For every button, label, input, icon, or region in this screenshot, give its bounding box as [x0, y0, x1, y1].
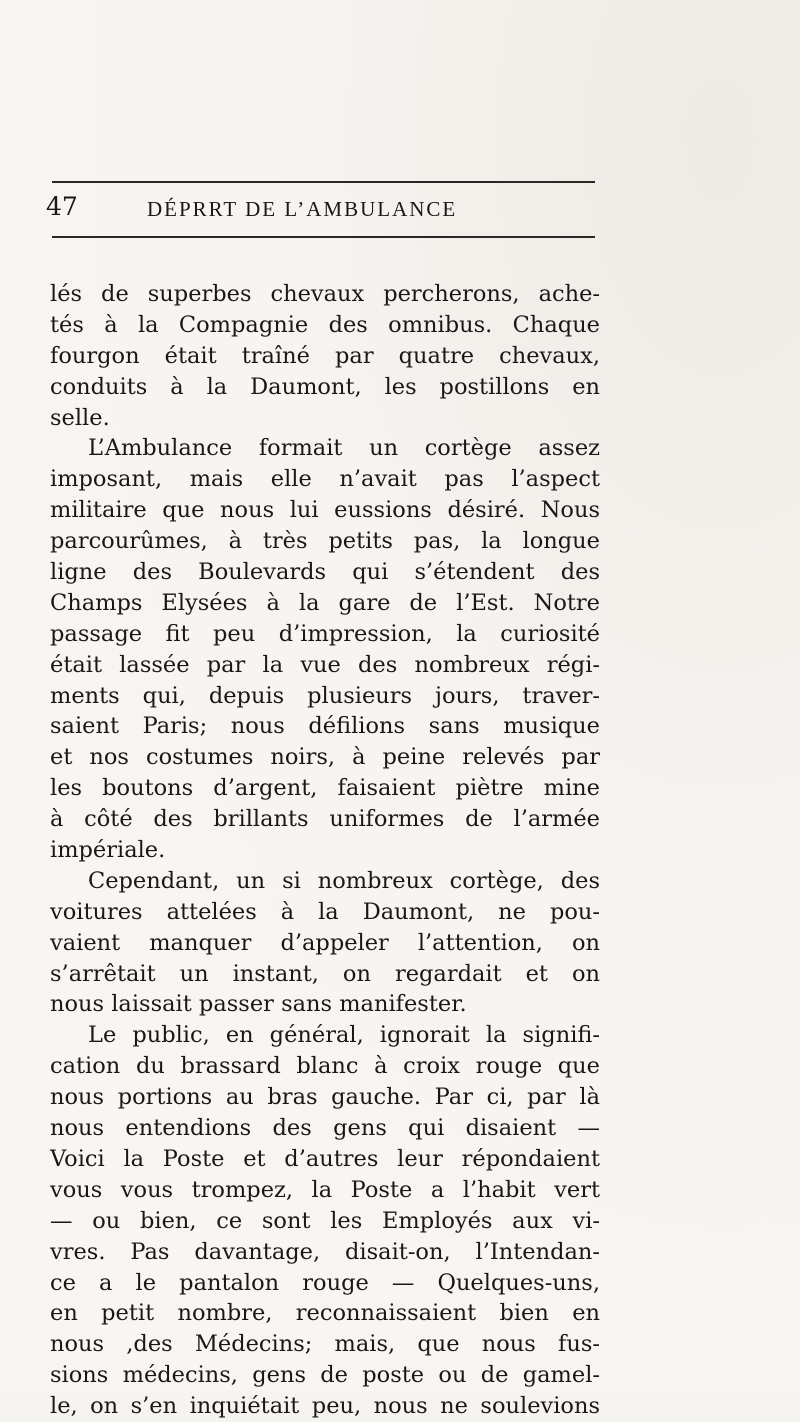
- paragraph-start-line: L’Ambulance formait un cortège assez: [88, 435, 600, 462]
- text-line: voitures attelées à la Daumont, ne pou-: [50, 898, 600, 925]
- text-line: Champs Elysées à la gare de l’Est. Notre: [50, 589, 600, 616]
- text-line: — ou bien, ce sont les Employés aux vi-: [50, 1207, 600, 1234]
- text-line: Voici la Poste et d’autres leur répondaient: [50, 1145, 600, 1172]
- text-line: en petit nombre, reconnaissaient bien en: [50, 1300, 600, 1327]
- running-title: DÉPRRT DE L’AMBULANCE: [147, 197, 458, 221]
- text-line: s’arrêtait un instant, on regardait et on: [50, 960, 600, 987]
- text-line: passage fit peu d’impression, la curiosité: [50, 620, 600, 647]
- text-line: tés à la Compagnie des omnibus. Chaque: [50, 311, 600, 338]
- text-line: saient Paris; nous défilions sans musique: [50, 713, 600, 740]
- text-line: à côté des brillants uniformes de l’armée: [50, 806, 600, 833]
- paragraph-start-line: Le public, en général, ignorait la signifi-: [88, 1022, 600, 1049]
- text-line: cation du brassard blanc à croix rouge que: [50, 1053, 600, 1080]
- text-line: lés de superbes chevaux percherons, ache-: [50, 281, 600, 307]
- page-number: 47: [46, 192, 78, 221]
- text-line: imposant, mais elle n’avait pas l’aspect: [50, 466, 600, 493]
- text-line: vres. Pas davantage, disait-on, l’Intendan-: [50, 1238, 600, 1265]
- text-line: nous portions au bras gauche. Par ci, par là: [50, 1084, 600, 1111]
- header-bottom-rule: [52, 236, 595, 238]
- text-line: impériale.: [50, 837, 166, 864]
- text-line: militaire que nous lui eussions désiré. Nous: [50, 497, 600, 524]
- text-line: ligne des Boulevards qui s’étendent des: [50, 559, 600, 586]
- text-line: et nos costumes noirs, à peine relevés par: [50, 744, 600, 771]
- text-line: nous laissait passer sans manifester.: [50, 991, 467, 1018]
- text-line: parcourûmes, à très petits pas, la longue: [50, 528, 600, 555]
- text-line: selle.: [50, 404, 110, 431]
- body-text: [50, 279, 600, 1422]
- text-line: conduits à la Daumont, les postillons en: [50, 373, 600, 400]
- text-line: vous vous trompez, la Poste a l’habit vert: [50, 1176, 600, 1203]
- text-line: les boutons d’argent, faisaient piètre mine: [50, 775, 600, 802]
- text-line: était lassée par la vue des nombreux régi-: [50, 651, 600, 678]
- text-line: sions médecins, gens de poste ou de gamel-: [50, 1362, 600, 1389]
- header-top-rule: [52, 181, 595, 183]
- text-line: nous entendions des gens qui disaient —: [50, 1115, 600, 1142]
- text-line: le, on s’en inquiétait peu, nous ne soulevions: [50, 1393, 600, 1420]
- page-header: [46, 188, 606, 232]
- text-line: ments qui, depuis plusieurs jours, traver-: [50, 682, 600, 709]
- text-line: vaient manquer d’appeler l’attention, on: [50, 929, 600, 956]
- paragraph-start-line: Cependant, un si nombreux cortège, des: [88, 867, 600, 894]
- text-line: ce a le pantalon rouge — Quelques-uns,: [50, 1269, 600, 1296]
- text-line: nous ,des Médecins; mais, que nous fus-: [50, 1331, 600, 1358]
- text-line: fourgon était traîné par quatre chevaux,: [50, 342, 600, 369]
